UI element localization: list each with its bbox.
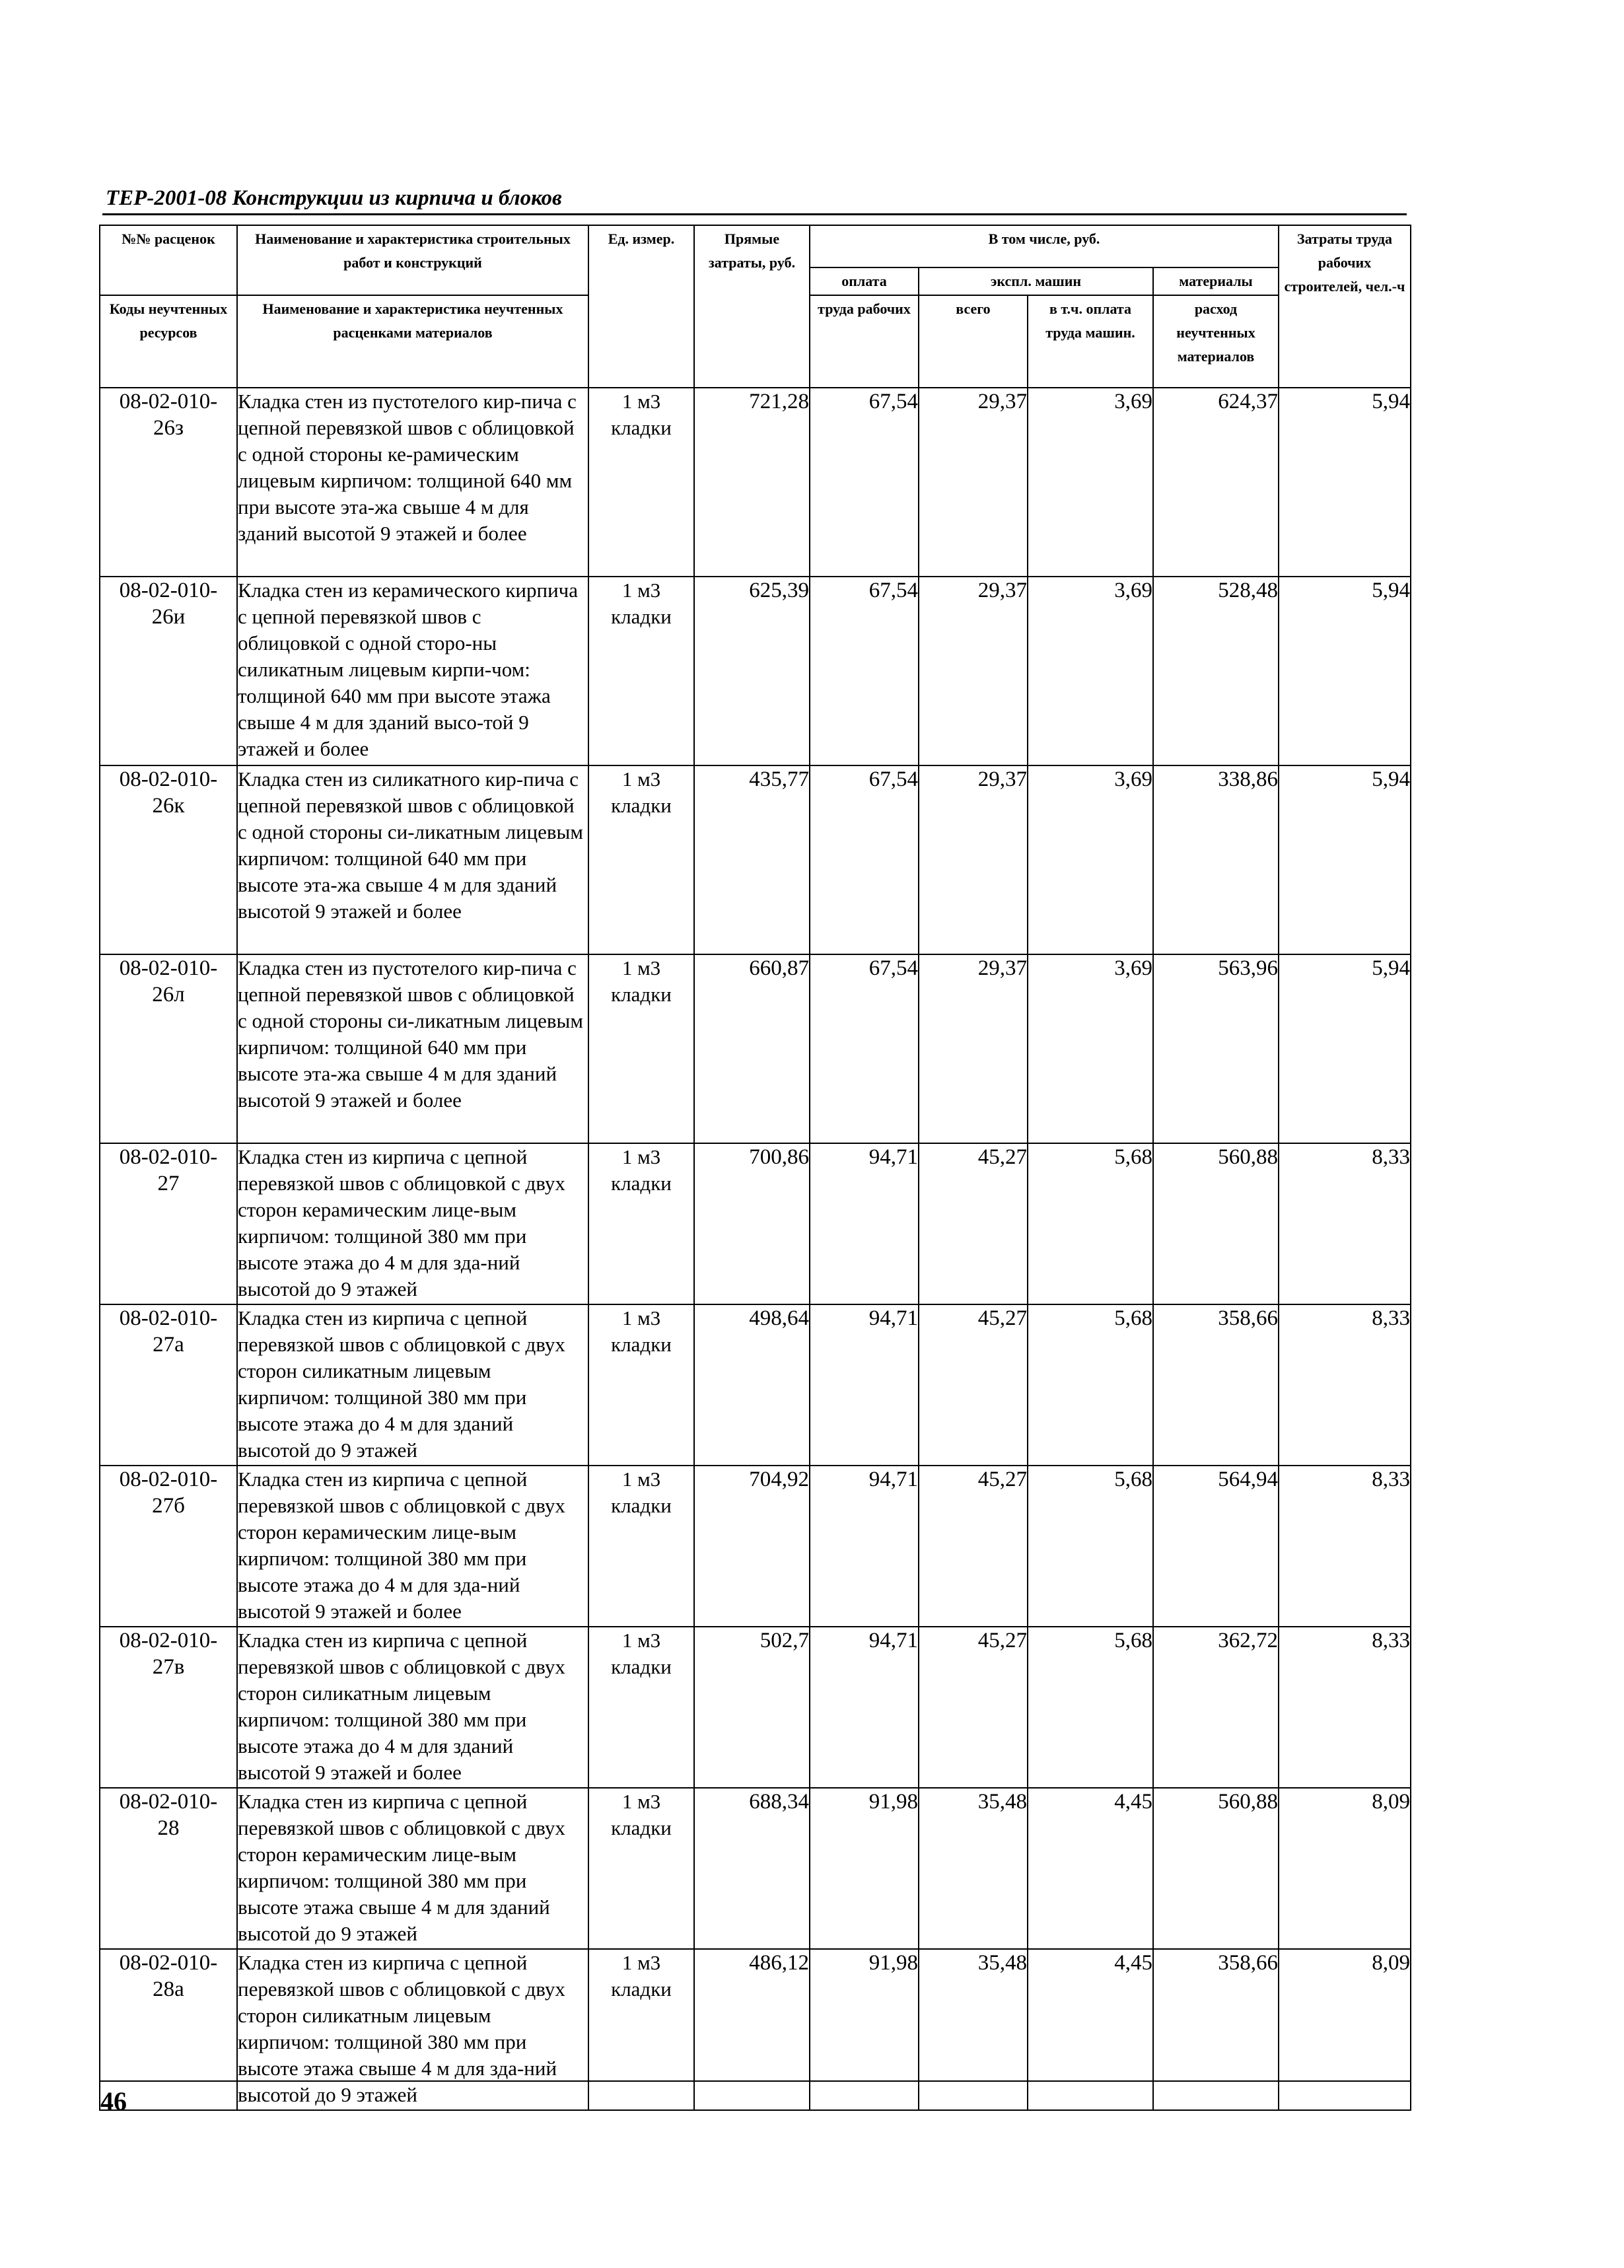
- machine-wage: 5,68: [1028, 1304, 1153, 1466]
- header-wage-top: оплата: [810, 267, 919, 295]
- worker-wage: 94,71: [810, 1143, 919, 1304]
- table-row: [100, 1143, 1411, 1304]
- unit-object: кладки: [611, 1494, 672, 1517]
- unit-cell: [588, 1143, 694, 1304]
- rate-code-suffix: 27б: [152, 1494, 185, 1518]
- header-mat-bottom: расход неучтенных материалов: [1153, 295, 1279, 388]
- rate-code-cell: [100, 1466, 237, 1627]
- header-unit: Ед. измер.: [588, 225, 694, 388]
- unit-cell: [588, 577, 694, 765]
- worker-wage: 67,54: [810, 954, 919, 1143]
- header-direct: Прямые затраты, руб.: [694, 225, 810, 388]
- direct-cost: 688,34: [694, 1788, 810, 1949]
- machine-wage: 3,69: [1028, 765, 1153, 954]
- unit-cell: [588, 1949, 694, 2110]
- unit-object: кладки: [611, 1977, 672, 2001]
- machine-cost: 45,27: [919, 1143, 1028, 1304]
- rate-code-prefix: 08-02-010-: [119, 1790, 218, 1814]
- header-code-top: №№ расценок: [100, 225, 237, 295]
- unit-cell: [588, 1627, 694, 1788]
- rate-code-prefix: 08-02-010-: [119, 767, 218, 791]
- machine-cost: 29,37: [919, 765, 1028, 954]
- work-description: Кладка стен из кирпича с цепной перевязкой швов с облицовкой с двух сторон силикатным лицевым кирпичом: толщиной 380 мм при высоте этажа до 4 м для зданий высотой до 9 этажей: [237, 1304, 588, 1466]
- material-cost: 560,88: [1153, 1788, 1279, 1949]
- header-name-top: Наименование и характеристика строительных работ и конструкций: [237, 225, 588, 295]
- machine-wage: 5,68: [1028, 1627, 1153, 1788]
- table-row: [100, 1627, 1411, 1788]
- rate-code-cell: [100, 1788, 237, 1949]
- machine-wage: 5,68: [1028, 1143, 1153, 1304]
- work-description: Кладка стен из керамического кирпича с цепной перевязкой швов с облицовкой с одной сторо-ны силикатным лицевым кирпи-чом: толщиной 640 мм при высоте этажа свыше 4 м для зданий высо-той 9 этажей и более: [237, 577, 588, 765]
- direct-cost: 502,7: [694, 1627, 810, 1788]
- header-mat-top: материалы: [1153, 267, 1279, 295]
- worker-wage: 67,54: [810, 577, 919, 765]
- rate-code-prefix: 08-02-010-: [119, 390, 218, 413]
- machine-cost: 29,37: [919, 954, 1028, 1143]
- machine-cost: 35,48: [919, 1788, 1028, 1949]
- rate-code-prefix: 08-02-010-: [119, 579, 218, 602]
- rate-code-prefix: 08-02-010-: [119, 1951, 218, 1975]
- rate-code-cell: [100, 577, 237, 765]
- unit-value: 1 м3: [621, 1790, 661, 1813]
- rate-code-prefix: 08-02-010-: [119, 1468, 218, 1491]
- unit-object: кладки: [611, 605, 672, 628]
- unit-value: 1 м3: [621, 1145, 661, 1168]
- header-mach-all: всего: [919, 295, 1028, 388]
- rate-code-suffix: 27в: [152, 1655, 185, 1679]
- unit-value: 1 м3: [621, 1951, 661, 1974]
- material-cost: 560,88: [1153, 1143, 1279, 1304]
- unit-value: 1 м3: [621, 390, 661, 413]
- unit-cell: [588, 1304, 694, 1466]
- machine-wage: 3,69: [1028, 577, 1153, 765]
- header-group-incl: В том числе, руб.: [810, 225, 1279, 267]
- labor-hours: 5,94: [1279, 577, 1411, 765]
- work-description: Кладка стен из пустотелого кир-пича с цепной перевязкой швов с облицовкой с одной стороны си-ликатным лицевым кирпичом: толщиной 640 мм при высоте эта-жа свыше 4 м для зданий высотой 9 этажей и более: [237, 954, 588, 1143]
- table-row: [100, 1304, 1411, 1466]
- machine-wage: 3,69: [1028, 388, 1153, 577]
- rate-code-prefix: 08-02-010-: [119, 1629, 218, 1652]
- worker-wage: 94,71: [810, 1627, 919, 1788]
- unit-object: кладки: [611, 1333, 672, 1356]
- machine-wage: 4,45: [1028, 1788, 1153, 1949]
- rate-code-cell: [100, 1304, 237, 1466]
- worker-wage: 91,98: [810, 1788, 919, 1949]
- unit-object: кладки: [611, 1655, 672, 1678]
- rate-code-suffix: 26к: [152, 794, 185, 818]
- machine-cost: 45,27: [919, 1466, 1028, 1627]
- worker-wage: 91,98: [810, 1949, 919, 2110]
- unit-cell: [588, 388, 694, 577]
- unit-cell: [588, 765, 694, 954]
- header-labor: Затраты труда рабочих строителей, чел.-ч: [1279, 225, 1411, 388]
- material-cost: 563,96: [1153, 954, 1279, 1143]
- unit-object: кладки: [611, 983, 672, 1006]
- unit-value: 1 м3: [621, 1629, 661, 1652]
- work-description: Кладка стен из кирпича с цепной перевязкой швов с облицовкой с двух сторон силикатным лицевым кирпичом: толщиной 380 мм при высоте этажа свыше 4 м для зда-ний высотой до 9 этажей: [237, 1949, 588, 2110]
- header-name-bottom: Наименование и характеристика неучтенных расценками материалов: [237, 295, 588, 388]
- header-mach-wage: в т.ч. оплата труда машин.: [1028, 295, 1153, 388]
- work-description: Кладка стен из кирпича с цепной перевязкой швов с облицовкой с двух сторон керамическим лице-вым кирпичом: толщиной 380 мм при высоте этажа до 4 м для зда-ний высотой до 9 этажей: [237, 1143, 588, 1304]
- labor-hours: 5,94: [1279, 765, 1411, 954]
- direct-cost: 435,77: [694, 765, 810, 954]
- rate-code-cell: [100, 1143, 237, 1304]
- header-mach-top: экспл. машин: [919, 267, 1153, 295]
- table-row: [100, 388, 1411, 577]
- direct-cost: 625,39: [694, 577, 810, 765]
- material-cost: 358,66: [1153, 1304, 1279, 1466]
- material-cost: 564,94: [1153, 1466, 1279, 1627]
- labor-hours: 8,09: [1279, 1949, 1411, 2110]
- direct-cost: 721,28: [694, 388, 810, 577]
- table-body: [100, 388, 1411, 2110]
- rate-code-prefix: 08-02-010-: [119, 956, 218, 980]
- rate-code-suffix: 27: [157, 1172, 180, 1195]
- table-header: [100, 225, 1411, 388]
- rate-code-cell: [100, 1627, 237, 1788]
- table-row: [100, 954, 1411, 1143]
- rate-code-suffix: 26з: [153, 416, 184, 440]
- unit-object: кладки: [611, 794, 672, 817]
- unit-cell: [588, 954, 694, 1143]
- rate-code-cell: [100, 954, 237, 1143]
- labor-hours: 8,33: [1279, 1304, 1411, 1466]
- material-cost: 528,48: [1153, 577, 1279, 765]
- work-description: Кладка стен из пустотелого кир-пича с цепной перевязкой швов с облицовкой с одной стороны ке-рамическим лицевым кирпичом: толщиной 640 мм при высоте эта-жа свыше 4 м для зданий высотой 9 этажей и более: [237, 388, 588, 577]
- work-description: Кладка стен из силикатного кир-пича с цепной перевязкой швов с облицовкой с одной стороны си-ликатным лицевым кирпичом: толщиной 640 мм при высоте эта-жа свыше 4 м для зданий высотой 9 этажей и более: [237, 765, 588, 954]
- unit-cell: [588, 1466, 694, 1627]
- machine-cost: 45,27: [919, 1627, 1028, 1788]
- machine-cost: 29,37: [919, 577, 1028, 765]
- rate-code-suffix: 26л: [152, 983, 185, 1007]
- machine-wage: 5,68: [1028, 1466, 1153, 1627]
- worker-wage: 67,54: [810, 388, 919, 577]
- table-row: [100, 1949, 1411, 2110]
- material-cost: 338,86: [1153, 765, 1279, 954]
- worker-wage: 94,71: [810, 1466, 919, 1627]
- rate-code-suffix: 26и: [151, 605, 186, 629]
- page-number: 46: [100, 2086, 127, 2116]
- table-row: [100, 765, 1411, 954]
- material-cost: 624,37: [1153, 388, 1279, 577]
- rate-code-prefix: 08-02-010-: [119, 1306, 218, 1330]
- rate-code-suffix: 28: [157, 1816, 180, 1840]
- header-code-bottom: Коды неучтенных ресурсов: [100, 295, 237, 388]
- table-row: [100, 577, 1411, 765]
- unit-object: кладки: [611, 416, 672, 439]
- rate-code-suffix: 27а: [153, 1333, 184, 1357]
- footer-rule: [99, 2080, 1410, 2082]
- labor-hours: 5,94: [1279, 954, 1411, 1143]
- rate-code-cell: [100, 765, 237, 954]
- direct-cost: 704,92: [694, 1466, 810, 1627]
- labor-hours: 8,33: [1279, 1143, 1411, 1304]
- machine-cost: 35,48: [919, 1949, 1028, 2110]
- labor-hours: 8,09: [1279, 1788, 1411, 1949]
- table-row: [100, 1788, 1411, 1949]
- unit-value: 1 м3: [621, 1306, 661, 1329]
- unit-cell: [588, 1788, 694, 1949]
- rate-code-cell: [100, 388, 237, 577]
- machine-cost: 29,37: [919, 388, 1028, 577]
- work-description: Кладка стен из кирпича с цепной перевязкой швов с облицовкой с двух сторон силикатным лицевым кирпичом: толщиной 380 мм при высоте этажа до 4 м для зданий высотой 9 этажей и более: [237, 1627, 588, 1788]
- work-description: Кладка стен из кирпича с цепной перевязкой швов с облицовкой с двух сторон керамическим лице-вым кирпичом: толщиной 380 мм при высоте этажа свыше 4 м для зданий высотой до 9 этажей: [237, 1788, 588, 1949]
- work-description: Кладка стен из кирпича с цепной перевязкой швов с облицовкой с двух сторон керамическим лице-вым кирпичом: толщиной 380 мм при высоте этажа до 4 м для зда-ний высотой 9 этажей и более: [237, 1466, 588, 1627]
- unit-value: 1 м3: [621, 956, 661, 979]
- unit-value: 1 м3: [621, 767, 661, 791]
- labor-hours: 8,33: [1279, 1627, 1411, 1788]
- machine-wage: 3,69: [1028, 954, 1153, 1143]
- unit-value: 1 м3: [621, 1468, 661, 1491]
- direct-cost: 498,64: [694, 1304, 810, 1466]
- material-cost: 362,72: [1153, 1627, 1279, 1788]
- worker-wage: 67,54: [810, 765, 919, 954]
- machine-wage: 4,45: [1028, 1949, 1153, 2110]
- unit-object: кладки: [611, 1172, 672, 1195]
- table-row: [100, 1466, 1411, 1627]
- direct-cost: 700,86: [694, 1143, 810, 1304]
- header-wage-bottom: труда рабочих: [810, 295, 919, 388]
- worker-wage: 94,71: [810, 1304, 919, 1466]
- labor-hours: 8,33: [1279, 1466, 1411, 1627]
- unit-object: кладки: [611, 1816, 672, 1839]
- rate-code-prefix: 08-02-010-: [119, 1145, 218, 1169]
- labor-hours: 5,94: [1279, 388, 1411, 577]
- material-cost: 358,66: [1153, 1949, 1279, 2110]
- direct-cost: 486,12: [694, 1949, 810, 2110]
- running-head: ТЕР-2001-08 Конструкции из кирпича и блоков: [106, 186, 562, 210]
- header-rule: [102, 213, 1407, 215]
- unit-value: 1 м3: [621, 579, 661, 602]
- rate-code-suffix: 28а: [153, 1977, 184, 2001]
- rates-table: [99, 225, 1411, 2111]
- direct-cost: 660,87: [694, 954, 810, 1143]
- machine-cost: 45,27: [919, 1304, 1028, 1466]
